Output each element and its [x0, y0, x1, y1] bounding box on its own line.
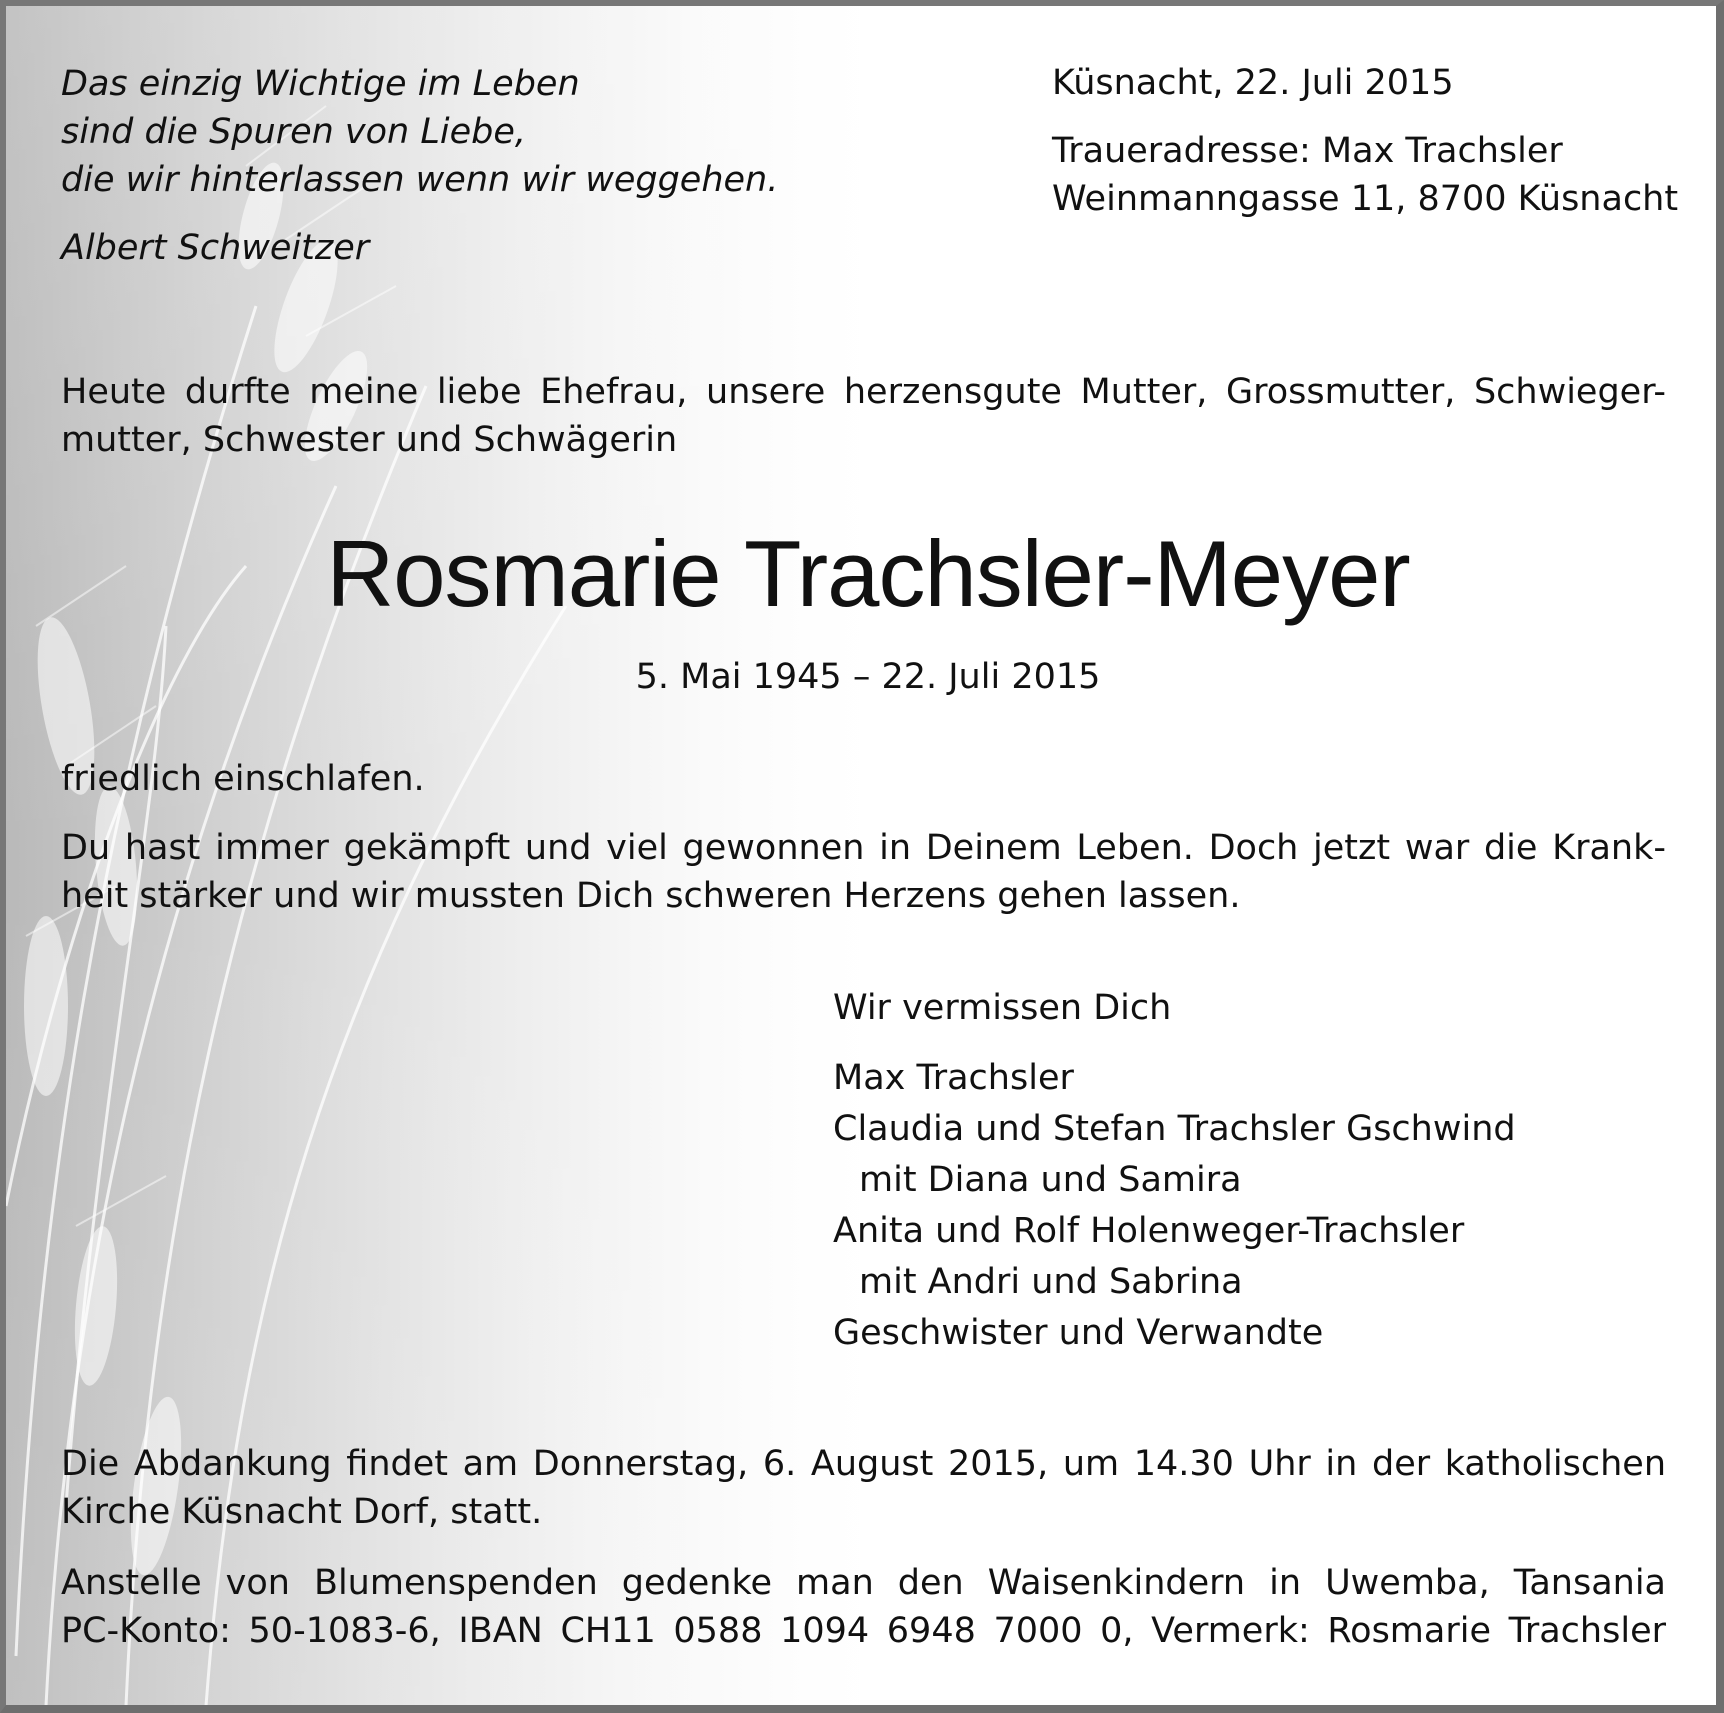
ceremony-line: Die Abdankung findet am Donnerstag, 6. August 2015, um 14.30 Uhr in der katholischen [61, 1444, 1666, 1484]
quote-block [61, 60, 778, 204]
quote-line: die wir hinterlassen wenn wir weggehen. [61, 160, 779, 200]
donation-line: Anstelle von Blumenspenden gedenke man den Waisenkindern in Uwemba, Tansania [61, 1563, 1666, 1603]
mourner-line: Anita und Rolf Holenweger-Trachsler [833, 1211, 1465, 1251]
donation-line: PC-Konto: 50-1083-6, IBAN CH11 0588 1094 6948 7000 0, Vermerk: Rosmarie Trachsler [61, 1611, 1666, 1651]
address-line: Traueradresse: Max Trachsler [1052, 131, 1563, 171]
donation-text [61, 1559, 1666, 1655]
life-dates: 5. Mai 1945 – 22. Juli 2015 [635, 657, 1101, 697]
intro-line: Heute durfte meine liebe Ehefrau, unsere herzensgute Mutter, Grossmutter, Schwieger- [61, 372, 1666, 412]
mourner-line: Geschwister und Verwandte [833, 1313, 1324, 1353]
deceased-name: Rosmarie Trachsler-Meyer [326, 521, 1410, 626]
mourners-heading: Wir vermissen Dich [833, 988, 1172, 1028]
quote-line: sind die Spuren von Liebe, [61, 112, 526, 152]
quote-line: Das einzig Wichtige im Leben [61, 64, 580, 104]
mourner-line: Claudia und Stefan Trachsler Gschwind [833, 1109, 1516, 1149]
message-text [61, 824, 1666, 920]
intro-text [61, 368, 1666, 464]
ceremony-line: Kirche Küsnacht Dorf, statt. [61, 1492, 543, 1532]
place-date: Küsnacht, 22. Juli 2015 [1052, 63, 1454, 103]
mourner-line: Max Trachsler [833, 1058, 1074, 1098]
mourning-address [1052, 127, 1678, 223]
mourner-line: mit Andri und Sabrina [859, 1262, 1243, 1302]
address-line: Weinmanngasse 11, 8700 Küsnacht [1052, 179, 1679, 219]
intro-line: mutter, Schwester und Schwägerin [61, 420, 678, 460]
mourners-list [833, 1053, 1516, 1359]
quote-author: Albert Schweitzer [61, 228, 370, 268]
ceremony-text [61, 1440, 1666, 1536]
message-line: heit stärker und wir mussten Dich schweren Herzens gehen lassen. [61, 876, 1241, 916]
mourner-line: mit Diana und Samira [859, 1160, 1242, 1200]
passing-text: friedlich einschlafen. [61, 759, 425, 799]
message-line: Du hast immer gekämpft und viel gewonnen in Deinem Leben. Doch jetzt war die Krank- [61, 828, 1666, 868]
